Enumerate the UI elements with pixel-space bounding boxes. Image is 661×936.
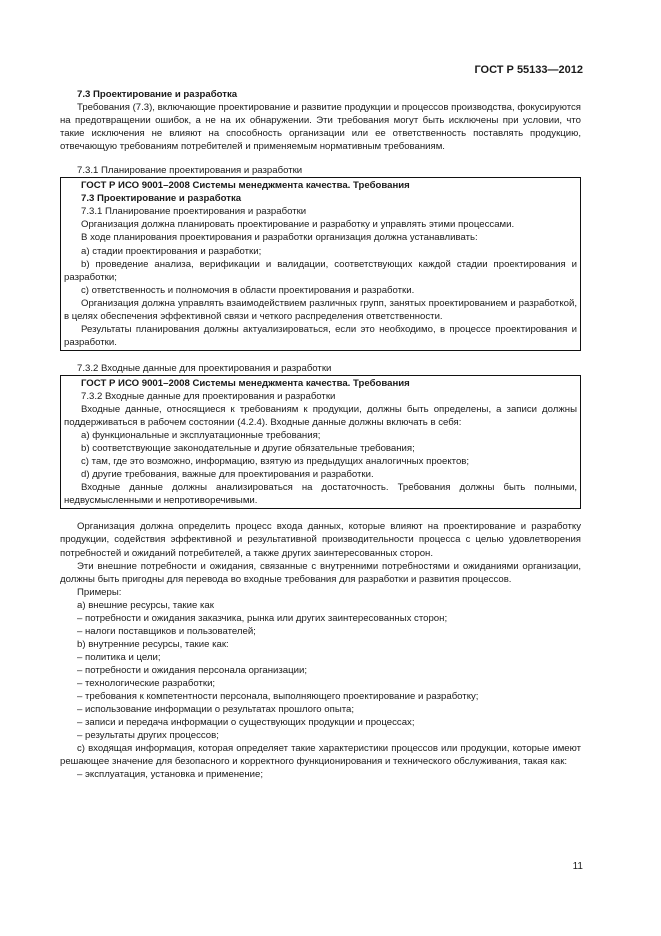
body-paragraph: Эти внешние потребности и ожидания, связанные с внутренними потребностями и ожиданиями организации, должны быть пригодны для перевода во входные требования для разработки и развития процессов. [60, 560, 581, 585]
box-line: а) функциональные и эксплуатационные требования; [81, 430, 321, 442]
list-item: – налоги поставщиков и пользователей; [77, 625, 256, 637]
box-line: В ходе планирования проектирования и разработки организация должна устанавливать: [81, 232, 478, 244]
list-item: – политика и цели; [77, 651, 161, 663]
box-line: Результаты планирования должны актуализироваться, если это необходимо, в процессе проектирования и разработки. [64, 323, 577, 348]
list-item: с) входящая информация, которая определяет такие характеристики процессов или продукции, которые имеют решающее значение для безопасного и корректного функционирования и технического обслуживания, такая как: [60, 743, 581, 768]
body-paragraph: Организация должна определить процесс входа данных, которые влияют на проектирование и разработку продукции, содействия эффективной и результативной производительности процесса с целью удовлетворения потребностей и ожиданий потребителей, а также других заинтересованных сторон. [60, 521, 581, 559]
subsection-1-title: 7.3.1 Планирование проектирования и разработки [77, 165, 303, 177]
subsection-2-title: 7.3.2 Входные данные для проектирования и разработки [77, 362, 332, 374]
box-line: Организация должна планировать проектирование и разработку и управлять этими процессами. [81, 219, 515, 231]
body-paragraph: Примеры: [77, 586, 122, 598]
section-title: 7.3 Проектирование и разработка [77, 89, 238, 100]
list-item: b) внутренние ресурсы, такие как: [77, 638, 229, 650]
quote-box-7-3-2 [60, 375, 581, 509]
document-id: ГОСТ Р 55133—2012 [474, 64, 583, 76]
box-line: Входные данные должны анализироваться на достаточность. Требования должны быть полными, недвусмысленными и непротиворечивыми. [64, 482, 577, 507]
list-item: – потребности и ожидания заказчика, рынка или других заинтересованных сторон; [77, 612, 448, 624]
list-item: а) внешние ресурсы, такие как [77, 599, 214, 611]
list-item: – записи и передача информации о существующих продукции и процессах; [77, 717, 415, 729]
page-number: 11 [572, 861, 583, 872]
box-line: 7.3.2 Входные данные для проектирования и разработки [81, 390, 336, 402]
box-line: b) соответствующие законодательные и другие обязательные требования; [81, 443, 415, 455]
list-item: – требования к компетентности персонала, выполняющего проектирование и разработку; [77, 691, 479, 703]
list-item: – технологические разработки; [77, 677, 216, 689]
quote-box-7-3-1 [60, 177, 581, 351]
box-heading: ГОСТ Р ИСО 9001–2008 Системы менеджмента качества. Требования [81, 377, 410, 389]
page-content [60, 88, 581, 781]
list-item: – использование информации о результатах прошлого опыта; [77, 704, 354, 716]
box-line: Организация должна управлять взаимодействием различных групп, занятых проектированием и разработкой, в целях обеспечения эффективной связи и четкого распределения ответственности. [64, 297, 577, 322]
box-line: b) проведение анализа, верификации и валидации, соответствующих каждой стадии проектирования и разработки; [64, 258, 577, 283]
box-line: d) другие требования, важные для проектирования и разработки. [81, 469, 374, 481]
list-item: – эксплуатация, установка и применение; [77, 769, 263, 781]
box-line: а) стадии проектирования и разработки; [81, 245, 262, 257]
list-item: – потребности и ожидания персонала организации; [77, 664, 308, 676]
box-line: с) там, где это возможно, информацию, взятую из предыдущих аналогичных проектов; [81, 456, 470, 468]
box-subheading: 7.3 Проектирование и разработка [81, 193, 242, 205]
box-line: 7.3.1 Планирование проектирования и разработки [81, 206, 307, 218]
section-intro: Требования (7.3), включающие проектирование и развитие продукции и процессов производства, фокусируются на предотвращении ошибок, а не на их обнаружении. Эти требования могут быть исключены при условии, что такие исключения не влияют на способность организации или ее ответственность поставлять продукцию, отвечающую требованиям потребителей и применяемым нормативным требованиям. [60, 102, 581, 153]
box-line: с) ответственность и полномочия в области проектирования и разработки. [81, 284, 415, 296]
box-line: Входные данные, относящиеся к требованиям к продукции, должны быть определены, а записи должны поддерживаться в рабочем состоянии (4.2.4). Входные данные должны включать в себя: [64, 404, 577, 429]
list-item: – результаты других процессов; [77, 730, 219, 742]
box-heading: ГОСТ Р ИСО 9001–2008 Системы менеджмента качества. Требования [81, 180, 410, 192]
